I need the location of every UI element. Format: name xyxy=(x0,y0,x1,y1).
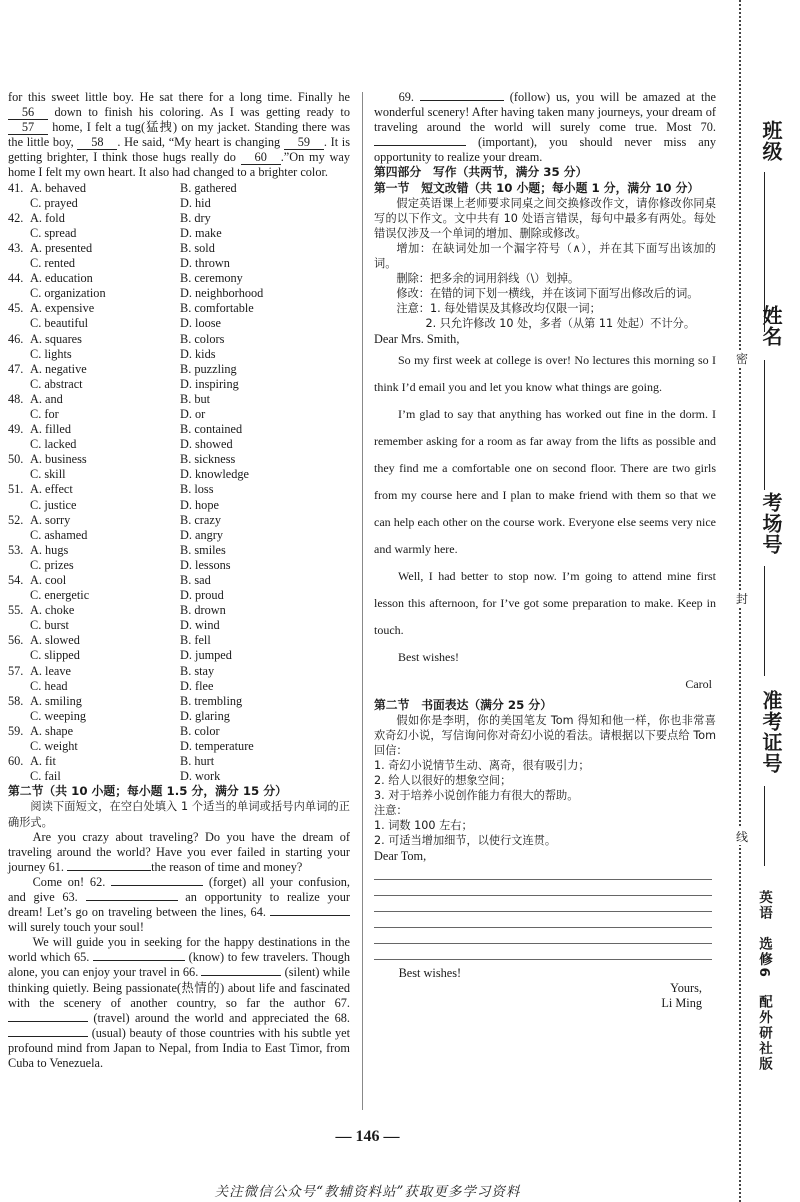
instructions-text: 假如你是李明，你的美国笔友 Tom 得知和他一样，你也非常喜欢奇幻小说，写信询问你对奇幻小说的看法。请根据以下要点给 Tom 回信： xyxy=(374,713,716,757)
option-row: C. for D. or xyxy=(30,406,206,421)
option-row: 52. A. sorry B. crazy xyxy=(8,512,221,527)
answer-blank[interactable] xyxy=(93,960,185,961)
writing-line[interactable] xyxy=(374,944,712,960)
option-row: 51. A. effect B. loss xyxy=(8,482,214,497)
section-heading: 第二节 书面表达（满分 25 分） xyxy=(374,697,552,712)
instructions-text: 删除：把多余的词用斜线（\）划掉。 xyxy=(396,272,580,286)
option-row: C. justice D. hope xyxy=(30,497,219,512)
option-row: C. prayed D. hid xyxy=(30,195,211,210)
passage-text: Standing there was the little boy, xyxy=(8,120,351,150)
option-row: 50. A. business B. sickness xyxy=(8,452,236,467)
passage-text: . It is getting brighter, I think those hugs xyxy=(8,135,350,165)
option-row: 60. A. fit B. hurt xyxy=(8,754,215,769)
option-row: C. fail D. work xyxy=(30,769,221,784)
passage-text: really do xyxy=(190,150,236,165)
answer-blank: 56 xyxy=(8,106,48,120)
option-row: C. lights D. kids xyxy=(30,346,216,361)
option-row: C. beautiful D. loose xyxy=(30,316,221,331)
passage-paragraph: Are you crazy about traveling? Do you have the dream of traveling around the world? Have you ever failed in starting your journey 61. the reason of time and money? xyxy=(8,829,350,874)
footer-note: 关注微信公众号“教辅资料站”获取更多学习资料 xyxy=(214,1184,521,1200)
passage-text: home, I felt a tug(猛拽) on my jacket. xyxy=(52,120,251,135)
section-heading: 第一节 短文改错（共 10 小题；每小题 1 分，满分 10 分） xyxy=(374,180,700,195)
option-row: 46. A. squares B. colors xyxy=(8,331,225,346)
option-row: 58. A. smiling B. trembling xyxy=(8,693,243,708)
fill-line[interactable] xyxy=(764,566,765,676)
writing-closing: Best wishes! xyxy=(398,965,462,980)
class-label: 班级 xyxy=(759,120,783,162)
seal-mark: 密 xyxy=(736,352,749,366)
writing-line[interactable] xyxy=(374,864,712,880)
option-row: C. lacked D. showed xyxy=(30,437,233,452)
letter-paragraph: So my first week at college is over! No lectures this morning so I think I’d email you and let you know what things are going. xyxy=(374,352,716,394)
answer-blank[interactable] xyxy=(270,915,350,916)
option-row: 42. A. fold B. dry xyxy=(8,210,211,225)
letter-closing: Best wishes! xyxy=(398,649,459,664)
answer-blank: 59 xyxy=(284,136,324,150)
fill-line[interactable] xyxy=(764,786,765,866)
notes-label: 注意： xyxy=(374,804,408,818)
answer-blank[interactable] xyxy=(420,100,504,101)
seal-mark: 线 xyxy=(736,830,749,844)
name-label: 姓名 xyxy=(759,305,783,347)
subject-label: 英语 选修6 配外研社版 xyxy=(756,890,772,1072)
option-row: C. weeping D. glaring xyxy=(30,708,230,723)
option-row: C. weight D. temperature xyxy=(30,739,254,754)
passage-text: for this sweet little boy. He sat there for a long time. Finally xyxy=(8,90,333,104)
passage-text: he xyxy=(338,90,350,104)
point-item: 2. 给人以很好的想象空间； xyxy=(374,774,512,788)
option-row: 45. A. expensive B. comfortable xyxy=(8,301,254,316)
instructions-text: 增加：在缺词处加一个漏字符号（∧），并在其下面写出该加的词。 xyxy=(374,241,716,271)
option-row: C. head D. flee xyxy=(30,678,214,693)
option-row: 56. A. slowed B. fell xyxy=(8,633,211,648)
cloze-passage-end xyxy=(8,90,350,181)
passage-text: also had changed to a brighter color. xyxy=(149,165,328,180)
option-row: C. burst D. wind xyxy=(30,618,220,633)
writing-line[interactable] xyxy=(374,928,712,944)
writing-name: Li Ming xyxy=(661,995,702,1010)
option-row: C. rented D. thrown xyxy=(30,256,230,271)
writing-line[interactable] xyxy=(374,896,712,912)
option-row: 54. A. cool B. sad xyxy=(8,573,211,587)
option-row: C. abstract D. inspiring xyxy=(30,376,239,391)
answer-blank[interactable] xyxy=(111,885,203,886)
option-row: 44. A. education B. ceremony xyxy=(8,271,243,286)
option-row: C. organization D. neighborhood xyxy=(30,286,264,301)
room-label: 考场号 xyxy=(759,492,783,555)
option-row: 47. A. negative B. puzzling xyxy=(8,361,237,376)
letter-paragraph: I’m glad to say that anything has worked out fine in the dorm. I remember asking for a room as far away from the lifts as possible and they find me a comfortable one on second floor. There are two girls from my course here and I plan to make friend with them so that we can help each other on the course work. Everyone else seems very nice and warmly here. xyxy=(374,406,716,556)
passage-text: ready to xyxy=(306,105,350,120)
ticket-label: 准考证号 xyxy=(759,690,783,774)
right-column xyxy=(374,90,716,1011)
passage-text: .”On my way home I felt my own heart. It xyxy=(8,150,351,180)
answer-blank[interactable] xyxy=(67,870,151,871)
section-heading: 第二节（共 10 小题；每小题 1.5 分，满分 15 分） xyxy=(8,784,287,799)
passage-paragraph: Come on! 62. (forget) all your confusion, and give 63. an opportunity to realize your dream! Let’s go on traveling between the lines, 64. will surely touch your soul! xyxy=(8,874,351,935)
instructions-text: 修改：在错的词下划一横线，并在该词下面写出修改后的词。 xyxy=(396,287,699,301)
option-row: C. slipped D. jumped xyxy=(30,648,232,663)
passage-paragraph: We will guide you in seeking for the happy destinations in the world which 65. (know) to few travelers. Though alone, you can enjoy your travel in 66. (silent) while thinking quietly. Being passionate(热情的) about life and fascinated with the scenery of another country, so far the author 67. (travel) around the world and appreciated the 68. (usual) beauty of those countries with his subtle yet profound mind from Japan to Nepal, from India to East Timor, from Cuba to Venezuela. xyxy=(8,935,351,1070)
option-row: 59. A. shape B. color xyxy=(8,723,220,738)
option-row: C. ashamed D. angry xyxy=(30,527,224,542)
section-instructions: 阅读下面短文，在空白处填入 1 个适当的单词或括号内单词的正确形式。 xyxy=(8,800,350,829)
notes-text: 2. 只允许修改 10 处，多者（从第 11 处起）不计分。 xyxy=(425,317,696,331)
passage-text: . He said, “My heart xyxy=(117,135,220,150)
left-column xyxy=(8,90,350,1071)
part-heading: 第四部分 写作（共两节，满分 35 分） xyxy=(374,165,588,180)
option-row: C. spread D. make xyxy=(30,225,222,240)
note-item: 1. 词数 100 左右； xyxy=(374,819,473,833)
writing-line[interactable] xyxy=(374,912,712,928)
option-row: 53. A. hugs B. smiles xyxy=(8,542,226,557)
passage-text: down to finish his coloring. As I was getting xyxy=(54,105,301,120)
seal-mark: 封 xyxy=(736,592,749,606)
option-row: 57. A. leave B. stay xyxy=(8,663,215,678)
column-divider xyxy=(362,92,363,1110)
letter-signature: Carol xyxy=(685,676,712,691)
point-item: 1. 奇幻小说情节生动、离奇，很有吸引力； xyxy=(374,758,590,772)
letter-paragraph: Well, I had better to stop now. I’m going to attend mine first lesson this afternoon, for I’ve got some preparation to make. Keep in touch. xyxy=(374,568,716,637)
writing-area[interactable] xyxy=(374,864,716,960)
option-row: 48. A. and B. but xyxy=(8,391,211,406)
options-list xyxy=(8,181,350,785)
answer-blank[interactable] xyxy=(374,145,466,146)
option-row: 41. A. behaved B. gathered xyxy=(8,180,237,195)
answer-blank[interactable] xyxy=(8,1036,88,1037)
instructions-text: 假定英语课上老师要求同桌之间交换修改作文，请你修改你同桌写的以下作文。文中共有 10 处语言错误，每句中最多有两处。每处错误仅涉及一个单词的增加、删除或修改。 xyxy=(374,196,716,240)
option-row: 43. A. presented B. sold xyxy=(8,240,215,255)
answer-blank[interactable] xyxy=(201,975,281,976)
answer-blank: 58 xyxy=(77,136,117,150)
error-correction-letter xyxy=(374,347,716,698)
notes-text: 注意：1. 每处错误及其修改均仅限一词； xyxy=(396,302,601,316)
option-row: 49. A. filled B. contained xyxy=(8,422,243,437)
option-row: C. energetic D. proud xyxy=(30,588,224,603)
answer-blank: 60 xyxy=(241,151,281,165)
fill-line[interactable] xyxy=(764,360,765,490)
point-item: 3. 对于培养小说创作能力有很大的帮助。 xyxy=(374,789,579,803)
answer-blank[interactable] xyxy=(86,900,178,901)
option-row: C. skill D. knowledge xyxy=(30,467,249,482)
passage-paragraph: 69. (follow) us, you will be amazed at the wonderful scenery! After having taken many journeys, your dream of traveling around the world will surely come true. Most 70. (important), you should never miss any opportunity to realize your dream. xyxy=(374,90,717,165)
letter-salutation: Dear Mrs. Smith, xyxy=(374,331,460,346)
passage-text: is changing xyxy=(223,135,281,150)
option-row: 55. A. choke B. drown xyxy=(8,603,226,618)
note-item: 2. 可适当增加细节，以使行文连贯。 xyxy=(374,834,557,848)
writing-salutation: Dear Tom, xyxy=(374,848,427,863)
writing-line[interactable] xyxy=(374,880,712,896)
writing-yours: Yours, xyxy=(670,980,702,995)
option-row: C. prizes D. lessons xyxy=(30,557,231,572)
page-number: — 146 — xyxy=(335,1128,400,1145)
answer-blank: 57 xyxy=(8,121,48,135)
answer-blank[interactable] xyxy=(8,1021,88,1022)
